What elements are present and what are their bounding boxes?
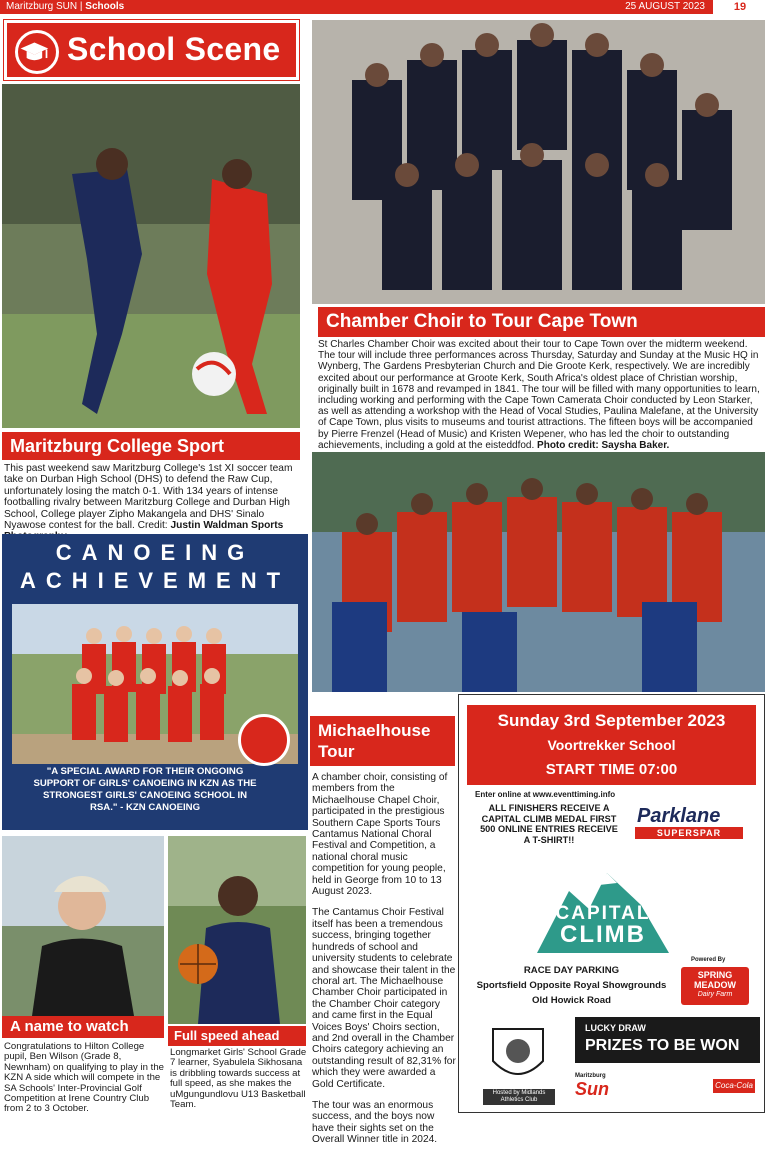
ad-entry-url: Enter online at www.eventtiming.info <box>475 790 616 799</box>
choir-credit: Photo credit: Saysha Baker. <box>537 439 670 451</box>
maritzburg-sun-logo: Maritzburg Sun <box>575 1073 609 1099</box>
choir-story: St Charles Chamber Choir was excited about their tour to Cape Town over the midterm weekend. The tour will include three performances across Thursday, Saturday and Sunday at the Music HQ in Wynberg, The Gardens Presbyterian Church and Die Groote Kerk, respectively. We are incredibly excited about our performance at Groote Kerk, South Africa's oldest place of Christian worship, originally built in 1678 and revamped in 1841. The tour will be filled with many opportunities to learn, including working and performing with the Cape Town Camerata Choir conducted by Leon Starker, as well as attending a workshop with the Head of Vocal Studies, Paulina Malefane, at the University of Cape Town, plus visits to museums and tourist attractions. The fifteen boys will be accompanied by Pierre Frenzel (Head of Music) and Kristen Wepener, who has led the choir to outstanding achievements, including a gold at the eisteddfod. Photo credit: Saysha Baker. <box>318 339 760 451</box>
hosted-by-label: Hosted by Midlands Athletics Club <box>483 1089 555 1105</box>
lucky-draw-box: LUCKY DRAW PRIZES TO BE WON <box>575 1017 760 1063</box>
michaelhouse-headline: Michaelhouse Tour <box>310 716 455 766</box>
ad-finisher-offer: ALL FINISHERS RECEIVE A CAPITAL CLIMB MEDAL FIRST 500 ONLINE ENTRIES RECEIVE A T-SHIRT!! <box>480 803 618 845</box>
sport-credit: Justin Waldman Sports <box>170 520 284 532</box>
golf-story: Congratulations to Hilton College pupil, Ben Wilson (Grade 8, Newnham) on qualifying to play in the KZN A side which will compete in the SA Schools' Inter-Provincial Golf Competition at Irene Country Club from 2 to 3 October. <box>4 1041 164 1115</box>
ad-venue: Voortrekker School <box>547 737 676 753</box>
superspar-logo: SUPERSPAR <box>635 827 743 839</box>
parklane-logo: Parklane <box>637 805 721 827</box>
sport-story: This past weekend saw Maritzburg College's 1st XI soccer team take on Durban High School (DHS) to defend the Raw Cup, unfortunately losing the match 0-1. With 134 years of intense footballing rivalry between Maritzburg College and Durban High School, College player Zipho Makangela and DHS' Sinalo Nyawose contest for the ball. Credit: Justin Waldman Sports <box>4 463 300 543</box>
choir-headline: Chamber Choir to Tour Cape Town <box>318 307 765 337</box>
section-name: Schools <box>85 1 125 12</box>
section-banner <box>4 20 299 80</box>
athletics-club-shield-icon <box>489 1025 547 1087</box>
graduation-cap-icon <box>15 30 59 74</box>
basketball-headline: Full speed ahead <box>168 1026 306 1046</box>
top-bar: Maritzburg SUN | Schools 25 AUGUST 2023 19 <box>0 0 767 14</box>
basketball-story: Longmarket Girls' School Grade 7 learner, Syabulela Sikhosana is dribbling towards success at full speed, as she makes the uMgungundlovu U13 Basketball Team. <box>170 1047 307 1111</box>
sport-headline: Maritzburg College Sport <box>2 432 300 460</box>
powered-by-label: Powered By <box>691 957 726 963</box>
capital-climb-logo-line1: CAPITAL <box>555 903 651 924</box>
st-charles-choir-photo <box>312 20 765 304</box>
ad-parking-info: RACE DAY PARKING Sportsfield Opposite Royal Showgrounds Old Howick Road <box>476 965 667 1006</box>
soccer-photo <box>2 84 300 428</box>
canoeing-title-line1: CANOEING <box>55 540 255 565</box>
ad-event-header <box>467 705 756 785</box>
canoeing-quote: "A SPECIAL AWARD FOR THEIR ONGOING SUPPORT OF GIRLS' CANOEING IN KZN AS THE STRONGEST GIRLS' CANOEING SCHOOL IN RSA." - KZN CANOEING <box>33 766 257 813</box>
section-title: School Scene <box>67 31 281 67</box>
issue-date: 25 AUGUST 2023 <box>625 1 705 12</box>
basketball-photo <box>168 836 306 1024</box>
capital-climb-logo-line2: CLIMB <box>560 921 646 948</box>
award-seal-icon <box>238 714 290 766</box>
spring-meadow-logo: SPRING MEADOW Dairy Farm <box>681 967 749 1005</box>
michaelhouse-choir-photo <box>312 452 765 692</box>
ad-event-date: Sunday 3rd September 2023 <box>497 711 726 730</box>
capital-climb-ad <box>458 694 765 1113</box>
canoeing-title-line2: ACHIEVEMENT <box>19 568 291 593</box>
golf-headline: A name to watch <box>2 1016 164 1038</box>
coca-cola-logo: Coca-Cola <box>713 1079 755 1093</box>
paper-name: Maritzburg SUN <box>6 1 78 12</box>
ad-start-time: START TIME 07:00 <box>545 761 678 778</box>
michaelhouse-story: A chamber choir, consisting of members from the Michaelhouse Chapel Choir, participated in the prestigious Southern Cape Sports Tours Cantamus National Choral Festival and Competition, a national choral music competition for young people, held in George from 10 to 13 August 2023. The Cantamus Choir Festival itself has been a tremendous success, bringing together hundreds of school and university students to celebrate and showcase their talent in the choral art. The Michaelhouse Chamber Choir participated in the Chamber Choir category and came first in the Equal Voices Boys' Choirs section, and 2nd overall in the Chamber Choirs category achieving an outstanding result of 82,31% for which they were awarded a Gold Certificate. The tour was an enormous success, and the boys now have their sights set on the Overall Winner title in 2024. <box>312 772 456 1146</box>
page-number: 19 <box>713 0 767 14</box>
golfer-photo <box>2 836 164 1016</box>
